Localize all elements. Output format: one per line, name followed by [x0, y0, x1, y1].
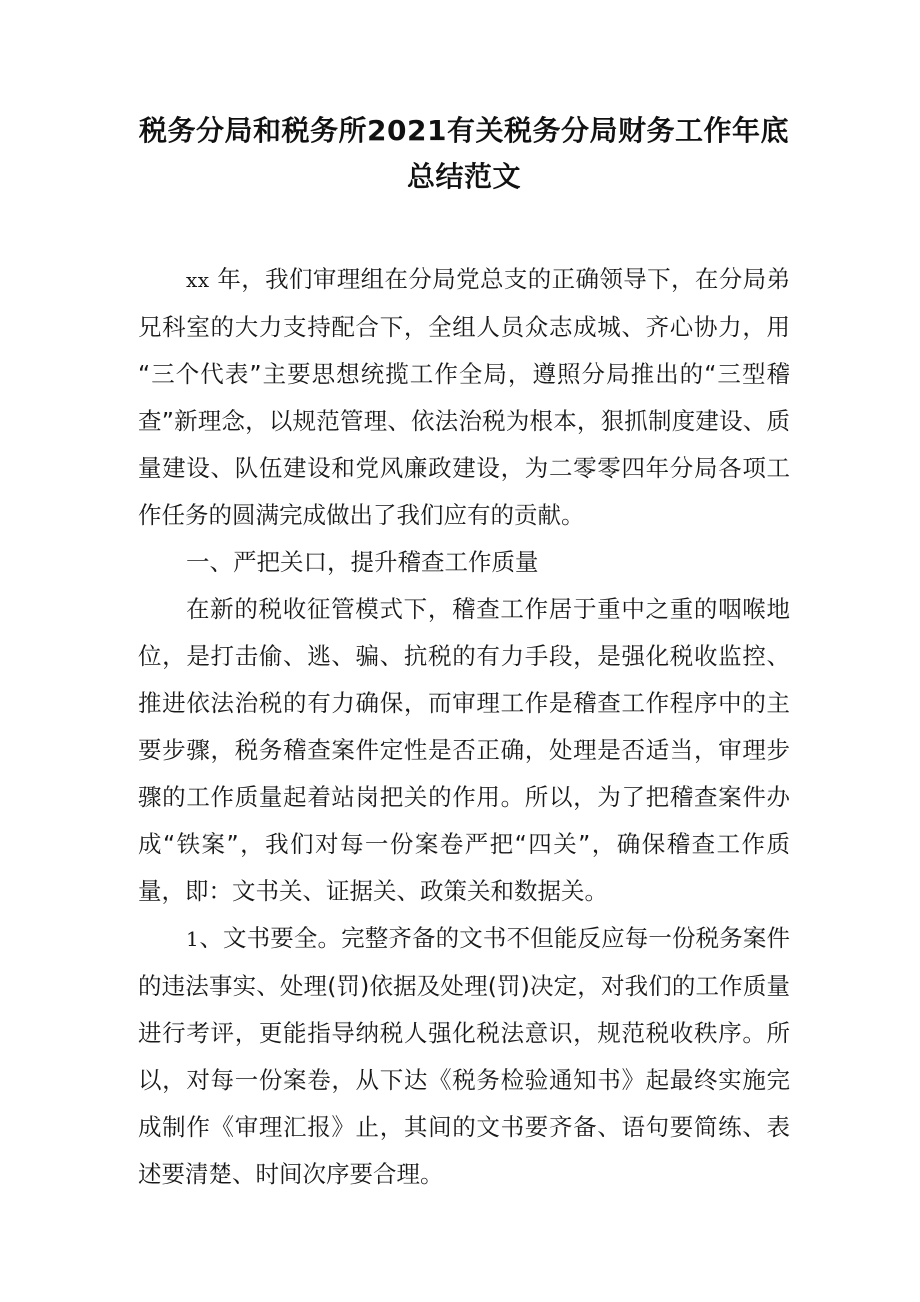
- document-title-line-2: 总结范文: [406, 160, 521, 193]
- paragraph-item-one-number: 1: [186, 927, 200, 951]
- section-heading-one: 一、严把关口，提升稽查工作质量: [186, 548, 539, 576]
- document-title-line-1: 税务分局和税务所2021有关税务分局财务工作年底: [139, 114, 789, 147]
- title-body-spacer: [138, 200, 790, 256]
- paragraph-item-one-text: 、文书要全。完整齐备的文书不但能反应每一份税务案件的违法事实、处理(罚)依据及处理(罚)决定，对我们的工作质量进行考评，更能指导纳税人强化税法意识，规范税收秩序。所以，对每一份案卷，从下达《税务检验通知书》起最终实施完成制作《审理汇报》止，其间的文书要齐备、语句要简练、表述要清楚、时间次序要合理。: [138, 924, 790, 1188]
- paragraph-section-one-body: 在新的税收征管模式下，稽查工作居于重中之重的咽喉地位，是打击偷、逃、骗、抗税的有力手段，是强化税收监控、推进依法治税的有力确保，而审理工作是稽查工作程序中的主要步骤，税务稽查案件定性是否正确，处理是否适当，审理步骤的工作质量起着站岗把关的作用。所以，为了把稽查案件办成“铁案”，我们对每一份案卷严把“四关”，确保稽查工作质量，即：文书关、证据关、政策关和数据关。: [138, 595, 790, 905]
- paragraph-intro-text: 年，我们审理组在分局党总支的正确领导下，在分局弟兄科室的大力支持配合下，全组人员众志成城、齐心协力，用“三个代表”主要思想统揽工作全局，遵照分局推出的“三型稽查”新理念，以规范管理、依法治税为根本，狠抓制度建设、质量建设、队伍建设和党风廉政建设，为二零零四年分局各项工作任务的圆满完成做出了我们应有的贡献。: [138, 265, 790, 529]
- paragraph-intro: [138, 256, 790, 539]
- paragraph-item-one: [138, 915, 790, 1198]
- paragraph-intro-year-placeholder: xx: [186, 268, 210, 292]
- document-body: [138, 0, 790, 1198]
- document-title: [138, 0, 790, 200]
